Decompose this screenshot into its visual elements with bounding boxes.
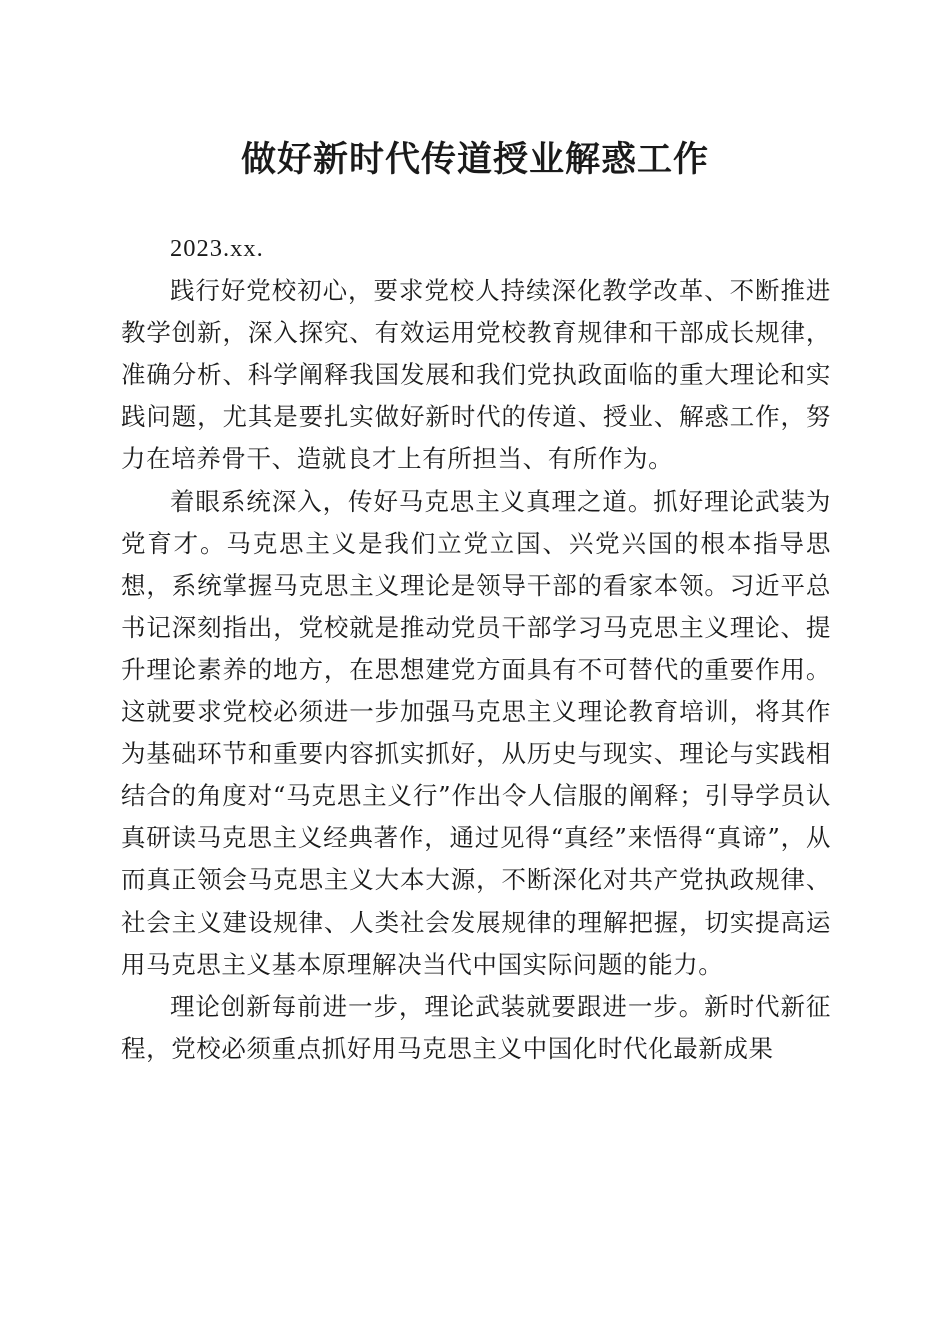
paragraph-3: 理论创新每前进一步，理论武装就要跟进一步。新时代新征程，党校必须重点抓好用马克思主义中国化时代化最新成果 (121, 991, 831, 1063)
paragraph-1: 践行好党校初心，要求党校人持续深化教学改革、不断推进教学创新，深入探究、有效运用党校教育规律和干部成长规律，准确分析、科学阐释我国发展和我们党执政面临的重大理论和实践问题，尤其是要扎实做好新时代的传道、授业、解惑工作，努力在培养骨干、造就良才上有所担当、有所作为。 (121, 276, 831, 474)
document-title: 做好新时代传道授业解惑工作 (240, 139, 709, 180)
paragraph-2: 着眼系统深入，传好马克思主义真理之道。抓好理论武装为党育才。马克思主义是我们立党立国、兴党兴国的根本指导思想，系统掌握马克思主义理论是领导干部的看家本领。习近平总书记深刻指出，党校就是推动党员干部学习马克思主义理论、提升理论素养的地方，在思想建党方面具有不可替代的重要作用。这就要求党校必须进一步加强马克思主义理论教育培训，将其作为基础环节和重要内容抓实抓好，从历史与现实、理论与实践相结合的角度对“马克思主义行”作出令人信服的阐释；引导学员认真研读马克思主义经典著作，通过见得“真经”来悟得“真谛”，从而真正领会马克思主义大本大源，不断深化对共产党执政规律、社会主义建设规律、人类社会发展规律的理解把握，切实提高运用马克思主义基本原理解决当代中国实际问题的能力。 (121, 486, 831, 979)
document-date: 2023.xx. (170, 235, 264, 262)
document-body (121, 228, 831, 1070)
